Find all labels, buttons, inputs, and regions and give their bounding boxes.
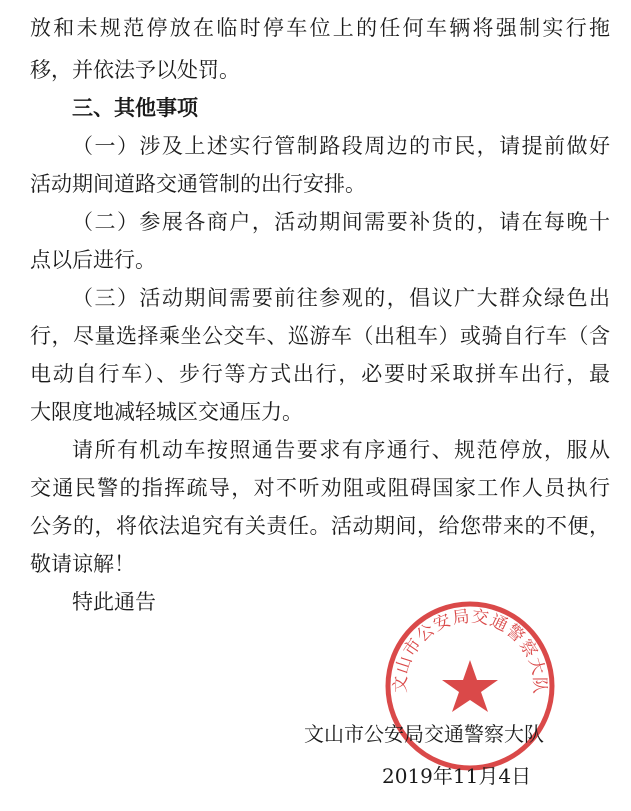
body-line: （一）涉及上述实行管制路段周边的市民，请提前做好 <box>72 134 610 158</box>
svg-text:文山市公安局交通警察大队: 文山市公安局交通警察大队 <box>390 606 550 695</box>
body-line: 移，并依法予以处罚。 <box>30 58 240 82</box>
body-line: 公务的，将依法追究有关责任。活动期间，给您带来的不便， <box>30 514 610 538</box>
section-heading: 三、其他事项 <box>72 96 198 120</box>
body-line: 点以后进行。 <box>30 248 156 272</box>
body-line: 大限度地减轻城区交通压力。 <box>30 400 303 424</box>
body-line: （二）参展各商户，活动期间需要补货的，请在每晚十 <box>72 210 610 234</box>
body-line: 电动自行车）、步行等方式出行，必要时采取拼车出行，最 <box>30 362 610 386</box>
body-line: 请所有机动车按照通告要求有序通行、规范停放，服从 <box>72 438 610 462</box>
body-line: 放和未规范停放在临时停车位上的任何车辆将强制实行拖 <box>30 16 610 40</box>
body-line: 敬请谅解！ <box>30 552 135 576</box>
date: 2019年11月4日 <box>382 764 532 788</box>
closing-line: 特此通告 <box>72 590 156 614</box>
signature: 文山市公安局交通警察大队 <box>304 722 544 746</box>
body-line: 活动期间道路交通管制的出行安排。 <box>30 172 366 196</box>
body-line: 交通民警的指挥疏导，对不听劝阻或阻碍国家工作人员执行 <box>30 476 610 500</box>
body-line: 行，尽量选择乘坐公交车、巡游车（出租车）或骑自行车（含 <box>30 324 610 348</box>
body-line: （三）活动期间需要前往参观的，倡议广大群众绿色出 <box>72 286 610 310</box>
